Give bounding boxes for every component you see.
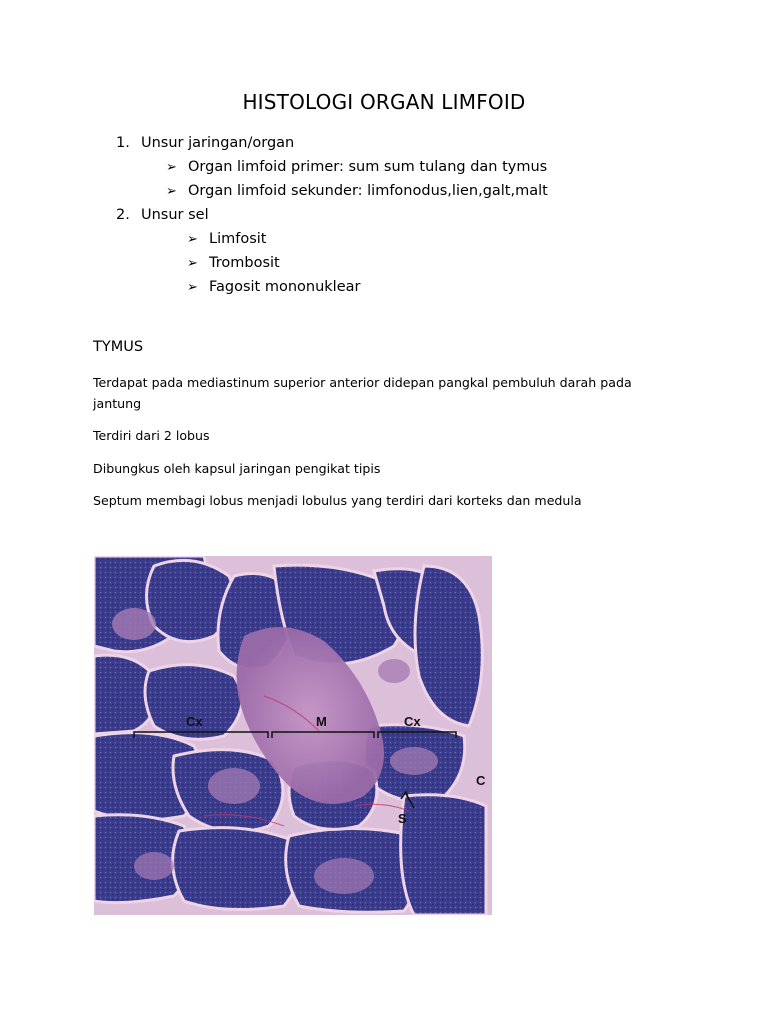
list-item-1	[116, 135, 294, 151]
bullet-text: Organ limfoid primer: sum sum tulang dan tymus	[188, 159, 548, 175]
bullet-item	[187, 231, 266, 247]
arrowhead-bullet-icon: ➢	[166, 184, 177, 199]
list-label: Unsur sel	[141, 207, 209, 223]
bullet-item	[187, 279, 360, 295]
capsule-label: C	[476, 773, 486, 788]
arrowhead-bullet-icon: ➢	[187, 280, 198, 295]
bullet-item	[187, 255, 280, 271]
thymus-micrograph	[94, 556, 492, 915]
paragraph: Dibungkus oleh kapsul jaringan pengikat tipis	[93, 461, 381, 476]
septum-label: S	[398, 811, 407, 826]
paragraph: Terdapat pada mediastinum superior anterior didepan pangkal pembuluh darah pada jantung	[93, 375, 632, 411]
cortex-label: Cx	[404, 714, 421, 729]
arrowhead-bullet-icon: ➢	[166, 160, 177, 175]
bullet-text: Limfosit	[209, 231, 267, 247]
bullet-text: Trombosit	[209, 255, 280, 271]
section-heading: TYMUS	[93, 339, 144, 355]
bullet-text: Fagosit mononuklear	[209, 279, 361, 295]
paragraph: Terdiri dari 2 lobus	[93, 428, 210, 443]
arrowhead-bullet-icon: ➢	[187, 256, 198, 271]
paragraph: Septum membagi lobus menjadi lobulus yang terdiri dari korteks dan medula	[93, 493, 582, 508]
arrowhead-bullet-icon: ➢	[187, 232, 198, 247]
list-label: Unsur jaringan/organ	[141, 135, 295, 151]
list-item-2	[116, 207, 209, 223]
list-number: 2.	[116, 207, 130, 223]
medulla-label: M	[316, 714, 327, 729]
list-number: 1.	[116, 135, 130, 151]
document-title: HISTOLOGI ORGAN LIMFOID	[242, 90, 526, 114]
bullet-item	[166, 183, 548, 199]
bullet-item	[166, 159, 547, 175]
cortex-label: Cx	[186, 714, 203, 729]
bullet-text: Organ limfoid sekunder: limfonodus,lien,galt,malt	[188, 183, 548, 199]
